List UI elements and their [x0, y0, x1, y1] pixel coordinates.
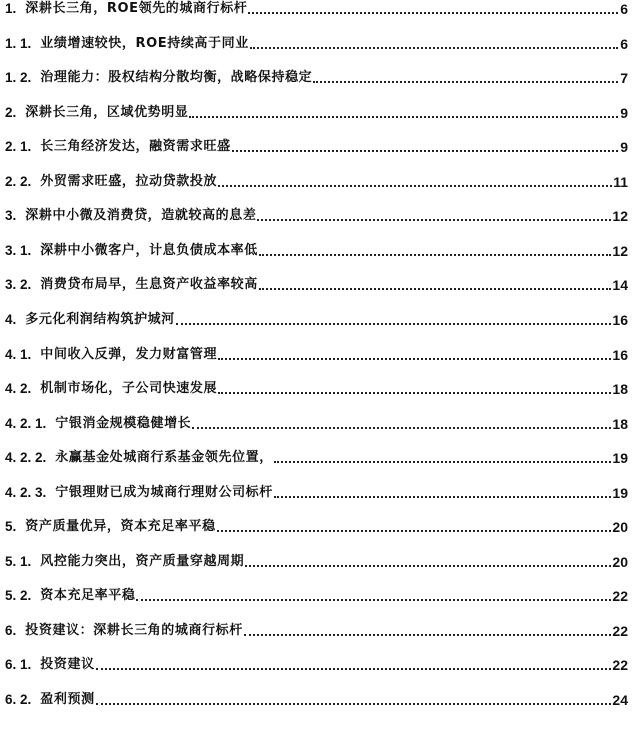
toc-entry-number: 6. 1.	[5, 657, 32, 673]
toc-dot-leader	[232, 150, 618, 152]
toc-entry-title: 业绩增速较快，ROE持续高于同业	[40, 35, 249, 51]
toc-entry[interactable]	[5, 582, 628, 604]
toc-entry[interactable]	[5, 375, 628, 397]
toc-entry-number: 6.	[5, 622, 17, 638]
toc-entry-number: 5. 2.	[5, 588, 32, 604]
toc-entry-number: 3.	[5, 208, 17, 224]
toc-entry[interactable]	[5, 513, 628, 535]
toc-entry-page-number: 22	[612, 657, 628, 674]
toc-dot-leader	[217, 530, 612, 532]
toc-dot-leader	[274, 496, 612, 498]
toc-dot-leader	[259, 288, 612, 290]
toc-entry-title: 资本充足率平稳	[40, 588, 136, 604]
toc-entry-page-number: 12	[612, 208, 628, 225]
toc-entry-title: 投资建议	[40, 657, 95, 673]
toc-entry-page-number: 7	[620, 70, 628, 87]
toc-entry[interactable]	[5, 271, 628, 293]
toc-entry-title: 深耕中小微客户，计息负债成本率低	[40, 242, 258, 258]
toc-entry-title: 资产质量优异，资本充足率平稳	[25, 519, 216, 535]
toc-dot-leader	[96, 703, 612, 705]
toc-entry-page-number: 6	[620, 1, 628, 17]
toc-entry-title: 投资建议：深耕长三角的城商行标杆	[25, 622, 243, 638]
toc-entry-page-number: 22	[612, 588, 628, 605]
toc-entry-number: 3. 2.	[5, 277, 32, 293]
toc-entry-page-number: 9	[620, 104, 628, 121]
toc-dot-leader	[176, 323, 612, 325]
toc-entry-title: 宁银消金规模稳健增长	[55, 415, 192, 431]
toc-entry-number: 4. 2. 1.	[5, 415, 47, 431]
toc-entry-page-number: 20	[612, 519, 628, 536]
toc-entry-title: 风控能力突出，资产质量穿越周期	[40, 553, 245, 569]
toc-entry[interactable]	[5, 64, 628, 86]
toc-dot-leader	[136, 599, 611, 601]
toc-entry-title: 消费贷布局早，生息资产收益率较高	[40, 277, 258, 293]
toc-entry-number: 4.	[5, 311, 17, 327]
toc-entry[interactable]	[5, 444, 628, 466]
toc-entry-page-number: 11	[613, 173, 628, 190]
toc-entry-page-number: 16	[612, 311, 628, 328]
table-of-contents	[5, 0, 628, 732]
toc-dot-leader	[244, 634, 612, 636]
toc-entry-number: 4. 2. 2.	[5, 450, 47, 466]
toc-entry-number: 6. 2.	[5, 692, 32, 707]
toc-entry[interactable]	[5, 202, 628, 224]
toc-entry[interactable]	[5, 0, 628, 17]
toc-entry-page-number: 12	[612, 242, 628, 259]
toc-dot-leader	[218, 358, 611, 360]
toc-dot-leader	[250, 47, 618, 49]
toc-entry-title: 外贸需求旺盛，拉动贷款投放	[40, 173, 218, 189]
toc-entry-page-number: 9	[620, 139, 628, 156]
toc-dot-leader	[274, 461, 612, 463]
toc-entry[interactable]	[5, 651, 628, 673]
toc-entry-title: 治理能力：股权结构分散均衡，战略保持稳定	[40, 70, 313, 86]
toc-entry-page-number: 18	[612, 381, 628, 398]
toc-entry-page-number: 6	[620, 35, 628, 52]
toc-entry[interactable]	[5, 133, 628, 155]
toc-dot-leader	[248, 12, 618, 14]
toc-entry-number: 5. 1.	[5, 553, 32, 569]
toc-dot-leader	[96, 668, 612, 670]
toc-entry-title: 盈利预测	[40, 692, 95, 707]
toc-entry[interactable]	[5, 168, 628, 190]
toc-entry-number: 4. 1.	[5, 346, 32, 362]
toc-entry-title: 机制市场化，子公司快速发展	[40, 381, 218, 397]
toc-dot-leader	[192, 427, 611, 429]
toc-entry-title: 深耕中小微及消费贷，造就较高的息差	[25, 208, 257, 224]
toc-dot-leader	[245, 565, 611, 567]
toc-entry-title: 深耕长三角，ROE领先的城商行标杆	[25, 1, 248, 16]
toc-entry-title: 长三角经济发达，融资需求旺盛	[40, 139, 231, 155]
toc-entry[interactable]	[5, 548, 628, 570]
toc-entry[interactable]	[5, 410, 628, 432]
toc-entry[interactable]	[5, 686, 628, 708]
toc-entry[interactable]	[5, 306, 628, 328]
toc-entry[interactable]	[5, 341, 628, 363]
toc-entry-page-number: 16	[612, 346, 628, 363]
toc-entry-number: 2.	[5, 104, 17, 120]
toc-entry-page-number: 24	[612, 692, 628, 708]
toc-entry-page-number: 19	[612, 450, 628, 467]
toc-entry-number: 1.	[5, 1, 17, 16]
toc-entry[interactable]	[5, 479, 628, 501]
toc-entry-page-number: 20	[612, 553, 628, 570]
toc-dot-leader	[257, 219, 611, 221]
toc-entry[interactable]	[5, 99, 628, 121]
toc-entry[interactable]	[5, 30, 628, 52]
toc-entry-page-number: 18	[612, 415, 628, 432]
toc-entry-title: 永赢基金处城商行系基金领先位置，	[55, 450, 273, 466]
toc-entry-page-number: 22	[612, 622, 628, 639]
toc-entry-page-number: 19	[612, 484, 628, 501]
toc-entry[interactable]	[5, 237, 628, 259]
toc-entry-number: 4. 2. 3.	[5, 484, 47, 500]
toc-entry-number: 1. 2.	[5, 70, 32, 86]
toc-dot-leader	[218, 392, 611, 394]
toc-entry-title: 深耕长三角，区域优势明显	[25, 104, 189, 120]
toc-dot-leader	[259, 254, 612, 256]
toc-entry-number: 2. 2.	[5, 173, 32, 189]
toc-entry-title: 宁银理财已成为城商行理财公司标杆	[55, 484, 273, 500]
toc-entry[interactable]	[5, 617, 628, 639]
toc-entry-number: 4. 2.	[5, 381, 32, 397]
toc-dot-leader	[313, 81, 618, 83]
toc-dot-leader	[218, 185, 612, 187]
toc-entry-number: 2. 1.	[5, 139, 32, 155]
toc-entry-page-number: 14	[612, 277, 628, 294]
toc-entry-number: 5.	[5, 519, 17, 535]
toc-dot-leader	[189, 116, 618, 118]
toc-entry-number: 1. 1.	[5, 35, 32, 51]
toc-entry-number: 3. 1.	[5, 242, 32, 258]
toc-entry-title: 中间收入反弹，发力财富管理	[40, 346, 218, 362]
toc-entry-title: 多元化利润结构筑护城河	[25, 311, 175, 327]
